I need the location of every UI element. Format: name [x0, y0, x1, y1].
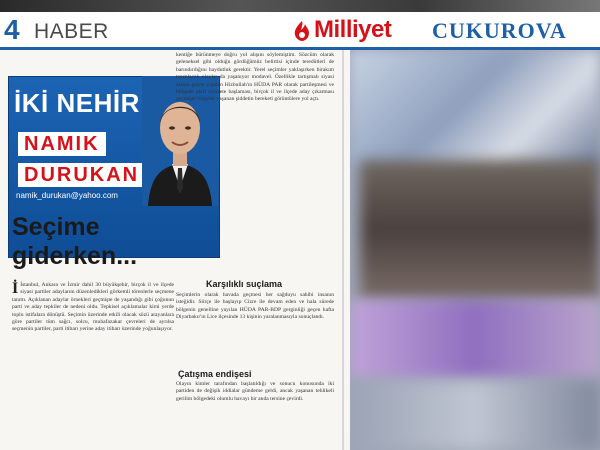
flame-logo-icon — [292, 20, 312, 42]
author-last-name: DURUKAN — [18, 163, 145, 187]
brand-logo: Milliyet — [314, 16, 392, 43]
column-title: İKİ NEHİR — [14, 88, 140, 118]
blurred-region-purple — [350, 300, 600, 380]
page-header — [0, 12, 600, 50]
subhead-mutual-accusation: Karşılıklı suçlama — [206, 279, 283, 289]
brand-region: CUKUROVA — [432, 18, 567, 43]
author-first-name: NAMIK — [18, 132, 106, 156]
article-right-mid: Seçimlerin olarak havada geçmesi her sağduyu sahibi insanın isteğidir. Siirçe ile başlayıp Cizre ile devam eden ve hala sürede bölgenin genelline yayılan HÜDA PAR-BDP gerginliği geçen hafta Diyarbakır'ın Lice ilçesinde 13 kişinin yaralanmasıyla sonuçlandı. — [176, 292, 334, 321]
column-divider — [342, 50, 344, 450]
top-image-strip — [0, 0, 600, 12]
page-number: 4 — [4, 14, 20, 45]
article-intro — [12, 282, 174, 334]
author-email: namik_durukan@yahoo.com — [16, 191, 118, 200]
blurred-region-bottom — [350, 380, 600, 450]
article-right-top: kentiğe bürünmeye doğru yol alışını söylemiştim. Sözcüm olarak geleneksel gibi olduğu gördüğümüz belirtisi içinde teredütleri de barındırdığını haydutluk gerektir. Yerel seçimler yaklaşırken birakım tanıtılacak olaylar da yaşanıyor modavel. Özellikle tartışmalı siyasi alanın geçen yapılan Hizbullah'ın HÜDA PAR olarak partileşmesi ve bölgede aktif siyasete başlaması, birçok il ve ilçede aday çıkarması geçmişte bölgede yaşanan şiddetin bereketi görüntülere yol açtı. — [176, 52, 334, 103]
article-headline: Seçime giderken... — [12, 213, 138, 270]
blurred-region-sky — [350, 50, 600, 170]
blurred-region-photo — [360, 160, 600, 300]
drop-cap: İ — [12, 280, 19, 297]
article-intro-text: İstanbul, Ankara ve İzmir dahil 30 büyükşehir, birçok il ve ilçede siyasi partiler adaylarını düzenledikleri görkemli törenlerle seçmene tanıttı. Açıklanan adaylar örnekleri geçmişte de yaşandığı gibi çoğunun parti ve aday tepkiler de nedeni oldu. Tepkisel açıklamalar kimi yerde toplu istifalara dönüştü. Seçimin üzerinde etkili olacak sözü arayanlara göre partiler tüm sağcı, solcu, muhafazakar çevreleri de ayrılsa seçmenin partiler, parti itibarı yerine aday itibarı üzerinde yoğunlaşıyor. — [12, 282, 174, 333]
section-title: HABER — [34, 20, 109, 43]
article-right-bottom: Olayın kimler tarafından başlatıldığı ve sonucu konusunda iki partiden de değişik iddialar gündeme geldi, ancak yaşanan tehlikeli gerilim bölgedeki olumlu havayı bir anda tersine çevirdi. — [176, 381, 334, 402]
subhead-conflict-concern: Çatışma endişesi — [178, 369, 252, 379]
blurred-adjacent-page — [350, 50, 600, 450]
